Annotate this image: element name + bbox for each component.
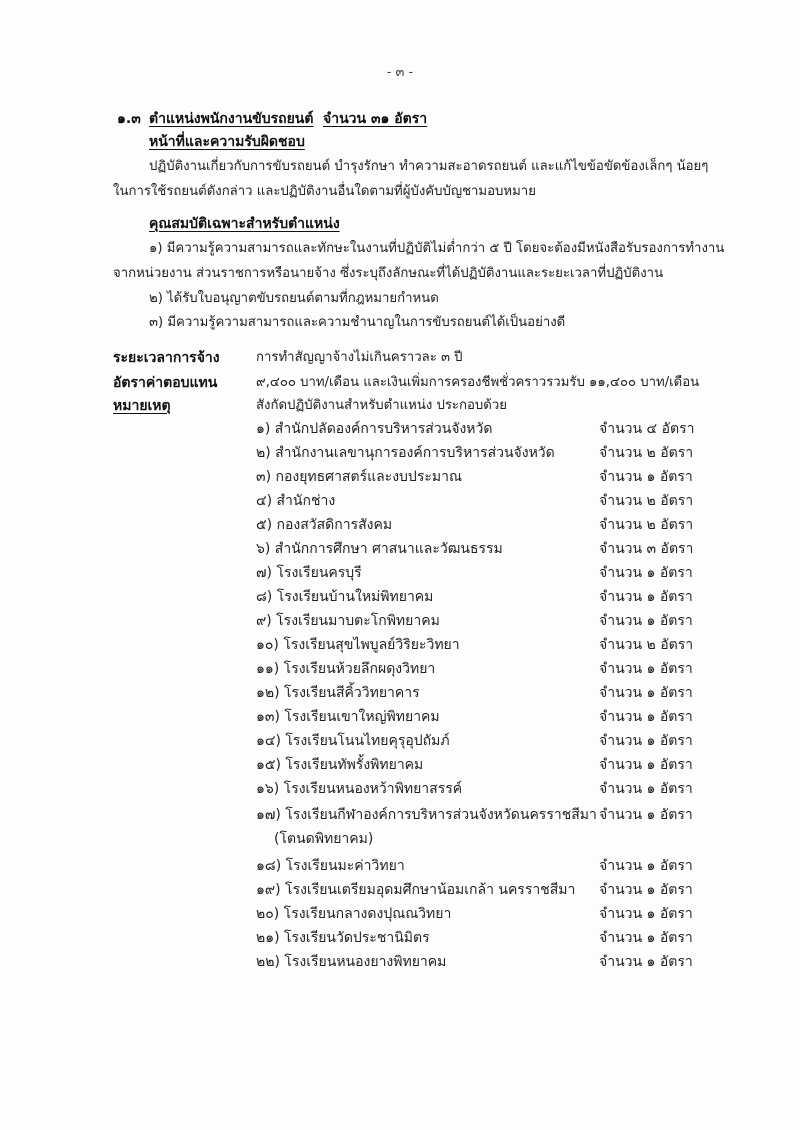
- unit-qty: จำนวน ๒ อัตรา: [599, 493, 694, 509]
- unit-name: ๑) สำนักปลัดองค์การบริหารส่วนจังหวัด: [256, 421, 493, 437]
- position-number: ๑.๓: [117, 111, 141, 127]
- unit-qty: จำนวน ๑ อัตรา: [599, 565, 693, 581]
- unit-name: ๒) สำนักงานเลขานุการองค์การบริหารส่วนจังหวัด: [256, 445, 555, 461]
- unit-name: ๗) โรงเรียนครบุรี: [256, 565, 362, 581]
- unit-name: ๔) สำนักช่าง: [256, 493, 336, 509]
- position-count: จำนวน ๓๑ อัตรา: [323, 111, 428, 127]
- unit-name: ๒๒) โรงเรียนหนองยางพิทยาคม: [256, 954, 447, 970]
- unit-name: ๖) สำนักการศึกษา ศาสนาและวัฒนธรรม: [256, 541, 503, 557]
- unit-name: ๒๑) โรงเรียนวัดประชานิมิตร: [256, 930, 430, 946]
- unit-qty: จำนวน ๒ อัตรา: [599, 445, 694, 461]
- qualification-1-line-1: ๑) มีความรู้ความสามารถและทักษะในงานที่ปฏิบัติไม่ต่ำกว่า ๕ ปี โดยจะต้องมีหนังสือรับรองการทำงาน: [149, 241, 725, 256]
- salary-value: ๙,๔๐๐ บาท/เดือน และเงินเพิ่มการครองชีพชั่วคราวรวมรับ ๑๑,๔๐๐ บาท/เดือน: [256, 375, 700, 390]
- duties-heading: หน้าที่และความรับผิดชอบ: [149, 134, 305, 150]
- qualification-1-line-2: จากหน่วยงาน ส่วนราชการหรือนายจ้าง ซึ่งระบุถึงลักษณะที่ได้ปฏิบัติงานและระยะเวลาที่ปฏิบัติงาน: [113, 266, 664, 281]
- unit-qty: จำนวน ๑ อัตรา: [599, 589, 693, 605]
- unit-qty: จำนวน ๑ อัตรา: [599, 906, 693, 922]
- qualifications-heading: คุณสมบัติเฉพาะสำหรับตำแหน่ง: [149, 216, 340, 232]
- duration-label: ระยะเวลาการจ้าง: [113, 350, 220, 366]
- unit-name: ๑๓) โรงเรียนเขาใหญ่พิทยาคม: [256, 709, 440, 725]
- unit-qty: จำนวน ๒ อัตรา: [599, 517, 694, 533]
- unit-qty: จำนวน ๑ อัตรา: [599, 858, 693, 874]
- unit-name: ๙) โรงเรียนมาบตะโกพิทยาคม: [256, 613, 440, 629]
- salary-label: อัตราค่าตอบแทน: [113, 375, 218, 391]
- unit-name: ๑๐) โรงเรียนสุขไพบูลย์วิริยะวิทยา: [256, 637, 460, 653]
- unit-qty: จำนวน ๒ อัตรา: [599, 637, 694, 653]
- qualification-3: ๓) มีความรู้ความสามารถและความชำนาญในการขับรถยนต์ได้เป็นอย่างดี: [149, 315, 566, 330]
- unit-name-line-2: (โตนดพิทยาคม): [274, 831, 374, 847]
- unit-name: ๑๕) โรงเรียนทัพรั้งพิทยาคม: [256, 757, 424, 773]
- unit-name: ๑๘) โรงเรียนมะค่าวิทยา: [256, 858, 405, 874]
- qualification-2: ๒) ได้รับใบอนุญาตขับรถยนต์ตามที่กฎหมายกำหนด: [149, 291, 439, 306]
- unit-qty: จำนวน ๑ อัตรา: [599, 781, 693, 797]
- page-number: - ๓ -: [386, 65, 414, 80]
- unit-name: ๑๖) โรงเรียนหนองหว้าพิทยาสรรค์: [256, 781, 463, 797]
- unit-row: [256, 806, 706, 850]
- unit-qty: จำนวน ๑ อัตรา: [599, 613, 693, 629]
- duration-value: การทำสัญญาจ้างไม่เกินคราวละ ๓ ปี: [256, 350, 463, 365]
- unit-qty: จำนวน ๔ อัตรา: [599, 421, 695, 437]
- unit-name: ๕) กองสวัสดิการสังคม: [256, 517, 393, 533]
- duties-line-2: ในการใช้รถยนต์ดังกล่าว และปฏิบัติงานอื่นใดตามที่ผู้บังคับบัญชามอบหมาย: [113, 184, 536, 199]
- duties-line-1: ปฏิบัติงานเกี่ยวกับการขับรถยนต์ บำรุงรักษา ทำความสะอาดรถยนต์ และแก้ไขข้อขัดข้องเล็กๆ น้อยๆ: [149, 159, 709, 174]
- unit-qty: จำนวน ๑ อัตรา: [599, 733, 693, 749]
- unit-name: ๓) กองยุทธศาสตร์และงบประมาณ: [256, 469, 462, 485]
- unit-qty: จำนวน ๑ อัตรา: [599, 954, 693, 970]
- unit-qty: จำนวน ๓ อัตรา: [599, 541, 694, 557]
- unit-name: ๑๑) โรงเรียนห้วยลึกผดุงวิทยา: [256, 661, 436, 677]
- unit-qty: จำนวน ๑ อัตรา: [599, 709, 693, 725]
- unit-qty: จำนวน ๑ อัตรา: [599, 882, 693, 898]
- unit-name: ๑๙) โรงเรียนเตรียมอุดมศึกษาน้อมเกล้า นครราชสีมา: [256, 882, 576, 898]
- unit-name: ๑๗) โรงเรียนกีฬาองค์การบริหารส่วนจังหวัดนครราชสีมา: [256, 807, 597, 823]
- note-label: หมายเหตุ: [113, 398, 171, 414]
- unit-qty: จำนวน ๑ อัตรา: [599, 757, 693, 773]
- unit-qty: จำนวน ๑ อัตรา: [599, 661, 693, 677]
- unit-name: ๑๔) โรงเรียนโนนไทยคุรุอุปถัมภ์: [256, 733, 450, 749]
- unit-qty: จำนวน ๑ อัตรา: [599, 469, 693, 485]
- unit-qty: จำนวน ๑ อัตรา: [599, 930, 693, 946]
- unit-qty: จำนวน ๑ อัตรา: [599, 807, 693, 823]
- unit-qty: จำนวน ๑ อัตรา: [599, 685, 693, 701]
- unit-name: ๒๐) โรงเรียนกลางดงปุณณวิทยา: [256, 906, 452, 922]
- unit-name: ๑๒) โรงเรียนสีคิ้ววิทยาคาร: [256, 685, 420, 701]
- note-value: สังกัดปฏิบัติงานสำหรับตำแหน่ง ประกอบด้วย: [256, 398, 507, 413]
- unit-name: ๘) โรงเรียนบ้านใหม่พิทยาคม: [256, 589, 434, 605]
- position-title: ตำแหน่งพนักงานขับรถยนต์: [149, 111, 314, 127]
